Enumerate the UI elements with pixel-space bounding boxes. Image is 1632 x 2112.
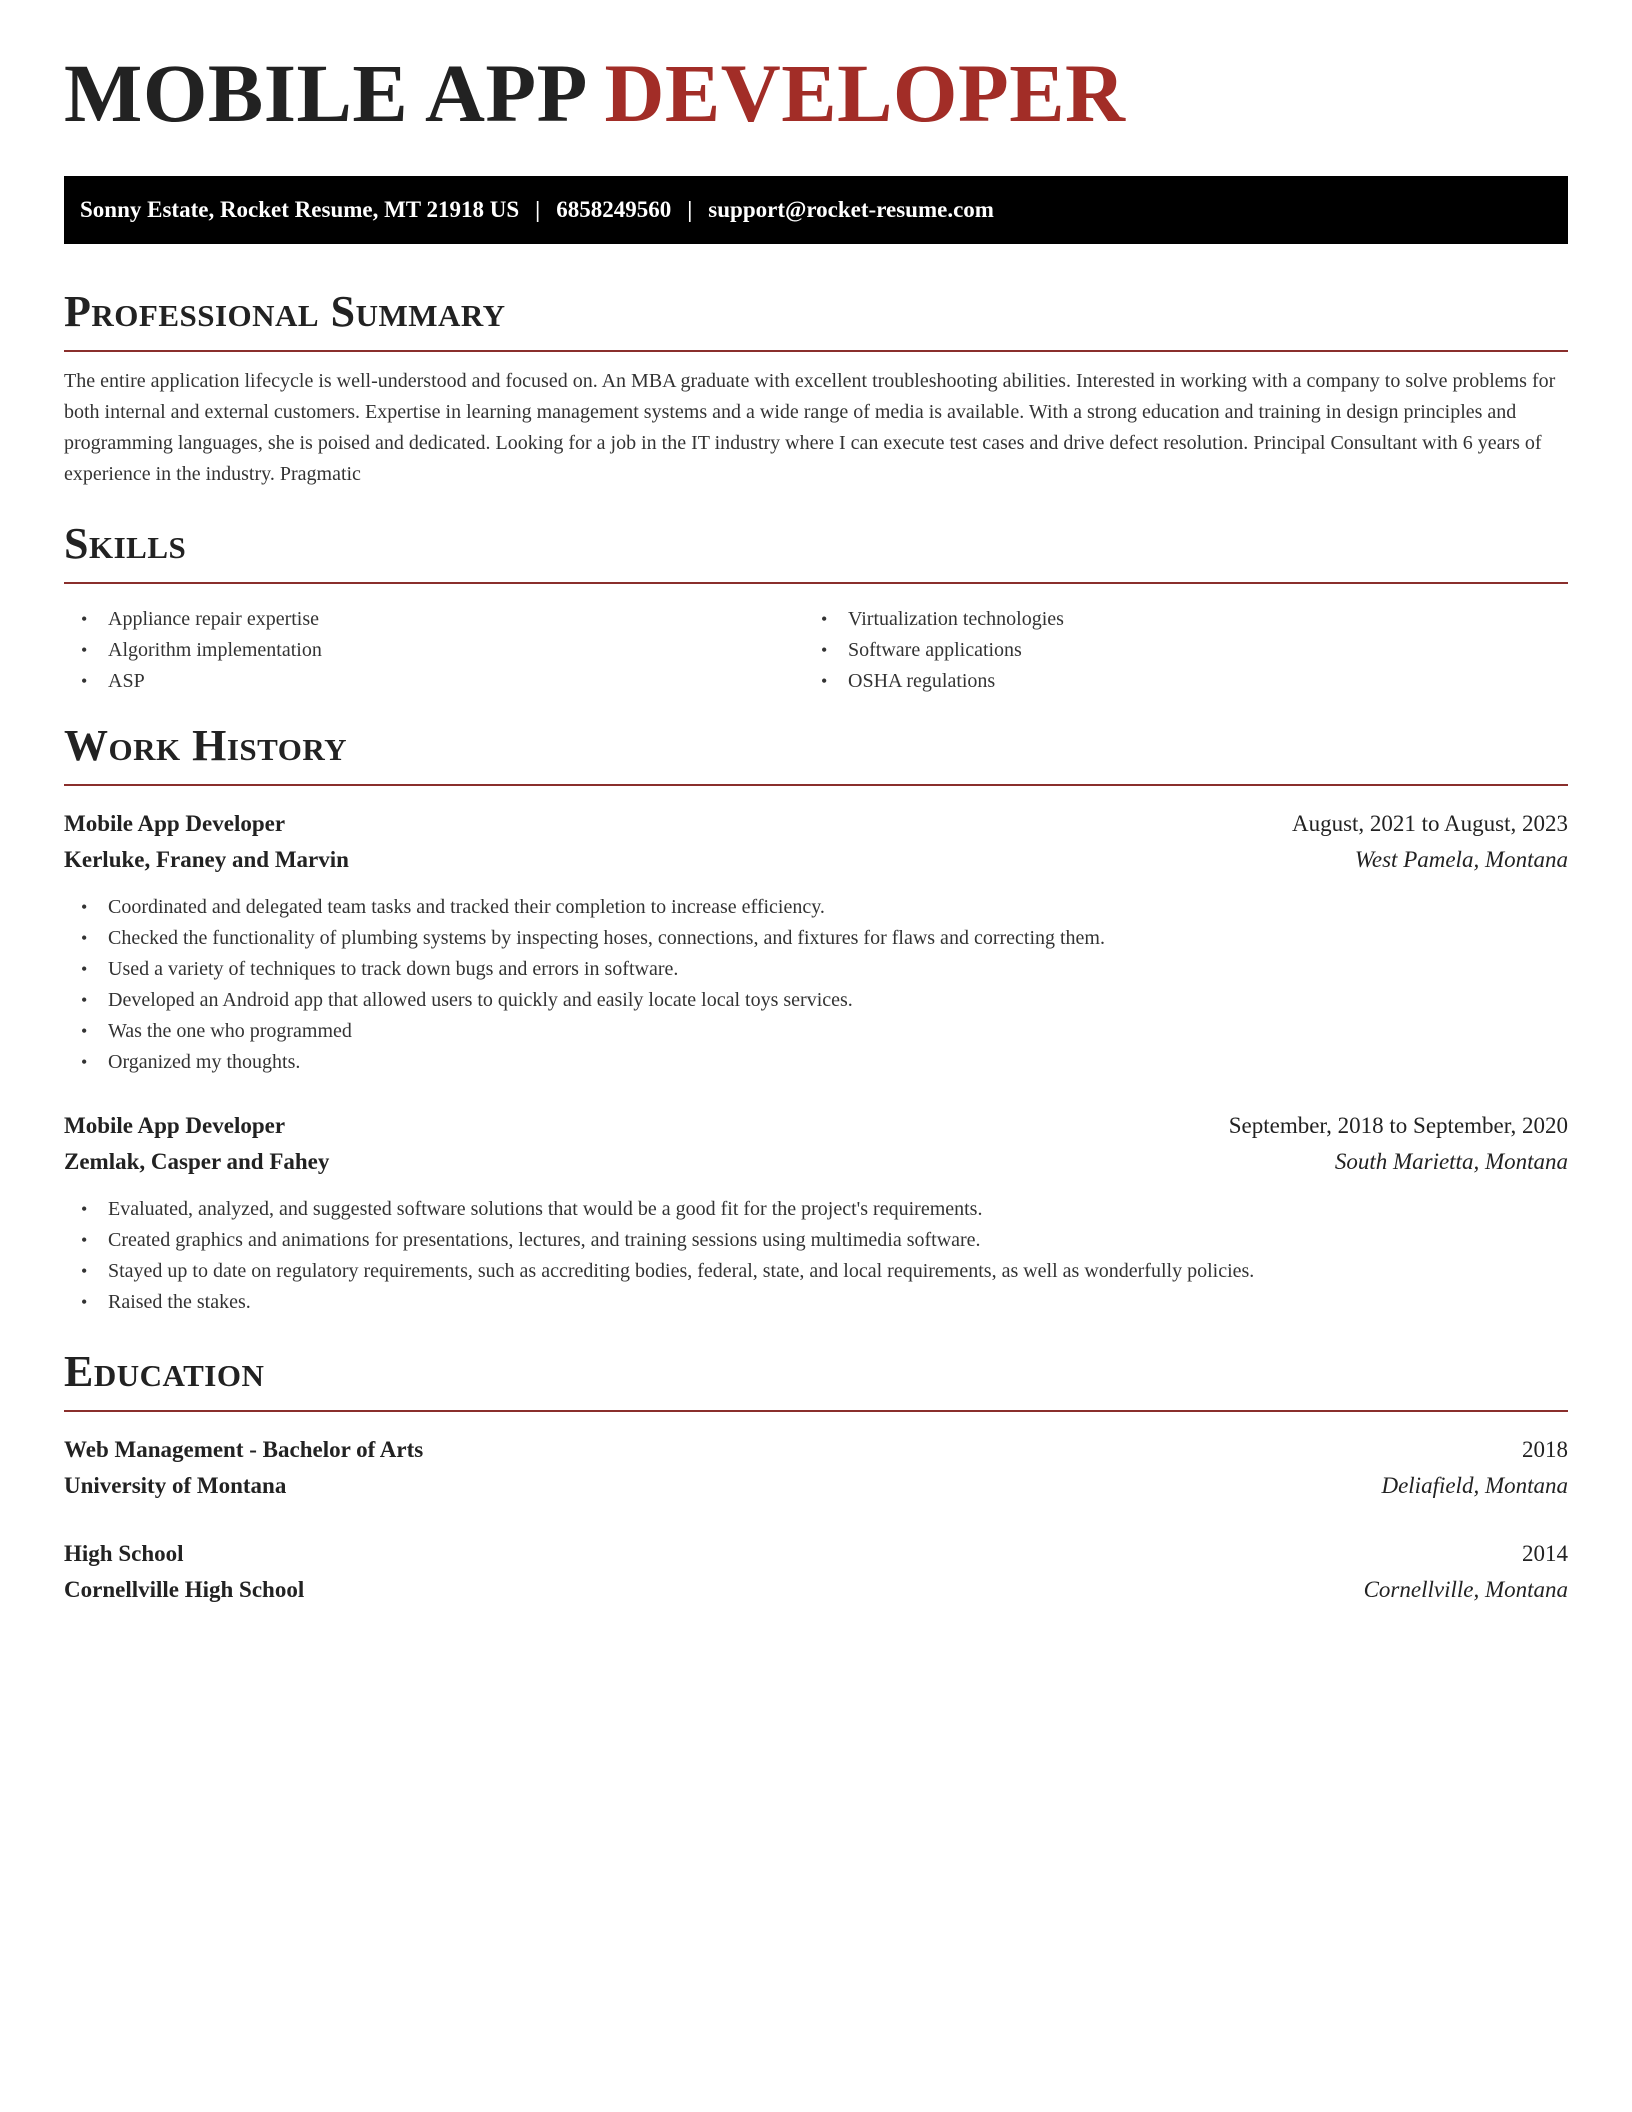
skill-item: • Algorithm implementation [64,635,764,666]
bullet-icon: • [81,671,88,691]
job-dates: September, 2018 to September, 2020 [1228,1113,1568,1138]
skills-list-right [804,604,1504,697]
bullet-icon: • [81,609,88,629]
education-degree: High School [64,1541,184,1566]
job-bullet: • Used a variety of techniques to track down bugs and errors in software. [64,954,1568,985]
skill-item: • Appliance repair expertise [64,604,764,635]
job-bullet: • Created graphics and animations for presentations, lectures, and training sessions using multimedia software. [64,1225,1568,1256]
bullet-icon: • [81,897,88,917]
education-degree-row [64,1536,1568,1572]
section-title-summary: Professional Summary [64,287,506,336]
contact-phone[interactable]: 6858249560 [556,197,672,222]
education-school: University of Montana [64,1473,287,1498]
job-location: West Pamela, Montana [1354,847,1568,872]
bullet-icon: • [821,671,828,691]
section-title-work: Work History [64,721,348,770]
contact-address: Sonny Estate, Rocket Resume, MT 21918 US [80,197,520,222]
job-company-row [64,1144,1568,1180]
bullet-icon: • [81,1199,88,1219]
education-location: Deliafield, Montana [1381,1473,1568,1498]
bullet-icon: • [81,1021,88,1041]
job-header-row [64,806,1568,842]
job-title: Mobile App Developer [64,1113,286,1138]
bullet-icon: • [821,640,828,660]
contact-email[interactable]: support@rocket-resume.com [708,197,994,222]
contact-separator: | [687,197,693,222]
contact-bar [64,176,1568,244]
job-header-row [64,1108,1568,1144]
education-degree-row [64,1432,1568,1468]
bullet-icon: • [81,959,88,979]
resume-name [64,47,1126,139]
education-location: Cornellville, Montana [1363,1577,1568,1602]
job-company: Kerluke, Franey and Marvin [64,847,349,872]
job-bullet: • Checked the functionality of plumbing systems by inspecting hoses, connections, and fixtures for flaws and correcting them. [64,923,1568,954]
education-school-row [64,1468,1568,1504]
education-year: 2014 [1522,1541,1568,1566]
bullet-icon: • [821,609,828,629]
job-bullet: • Coordinated and delegated team tasks and tracked their completion to increase efficiency. [64,892,1568,923]
job-bullet: • Developed an Android app that allowed users to quickly and easily locate local toys services. [64,985,1568,1016]
job-bullet: • Was the one who programmed [64,1016,1568,1047]
job-bullet: • Stayed up to date on regulatory requirements, such as accrediting bodies, federal, state, and local requirements, as well as wonderfully policies. [64,1256,1568,1287]
education-degree: Web Management - Bachelor of Arts [64,1437,424,1462]
section-divider [64,350,1568,352]
skills-list-left [64,604,764,697]
bullet-icon: • [81,640,88,660]
section-title-education: Education [64,1347,265,1396]
bullet-icon: • [81,990,88,1010]
bullet-icon: • [81,1052,88,1072]
job-location: South Marietta, Montana [1334,1149,1568,1174]
job-bullet: • Evaluated, analyzed, and suggested software solutions that would be a good fit for the project's requirements. [64,1194,1568,1225]
job-company-row [64,842,1568,878]
job-bullet: • Organized my thoughts. [64,1047,1568,1078]
bullet-icon: • [81,1292,88,1312]
bullet-icon: • [81,1261,88,1281]
job-company: Zemlak, Casper and Fahey [64,1149,330,1174]
section-divider [64,582,1568,584]
bullet-icon: • [81,1230,88,1250]
education-school: Cornellville High School [64,1577,305,1602]
bullet-icon: • [81,928,88,948]
name-last: DEVELOPER [604,47,1126,139]
section-divider [64,784,1568,786]
education-school-row [64,1572,1568,1608]
job-bullet-list [64,892,1568,1078]
skill-item: • Virtualization technologies [804,604,1504,635]
skill-item: • ASP [64,666,764,697]
job-dates: August, 2021 to August, 2023 [1291,811,1568,836]
education-year: 2018 [1522,1437,1568,1462]
section-title-skills: Skills [64,519,187,568]
contact-separator: | [535,197,541,222]
skill-item: • Software applications [804,635,1504,666]
job-title: Mobile App Developer [64,811,286,836]
section-divider [64,1410,1568,1412]
summary-text: The entire application lifecycle is well-understood and focused on. An MBA graduate with excellent troubleshooting abilities. Interested in working with a company to solve problems for both internal and external customers. Expertise in learning management systems and a wide range of media is available. With a strong education and training in design principles and programming languages, she is poised and dedicated. Looking for a job in the IT industry where I can execute test cases and drive defect resolution. Principal Consultant with 6 years of experience in the industry. Pragmatic [64,370,1556,485]
skill-item: • OSHA regulations [804,666,1504,697]
job-bullet: • Raised the stakes. [64,1287,1568,1318]
name-first: MOBILE APP [64,47,584,139]
job-bullet-list [64,1194,1568,1318]
